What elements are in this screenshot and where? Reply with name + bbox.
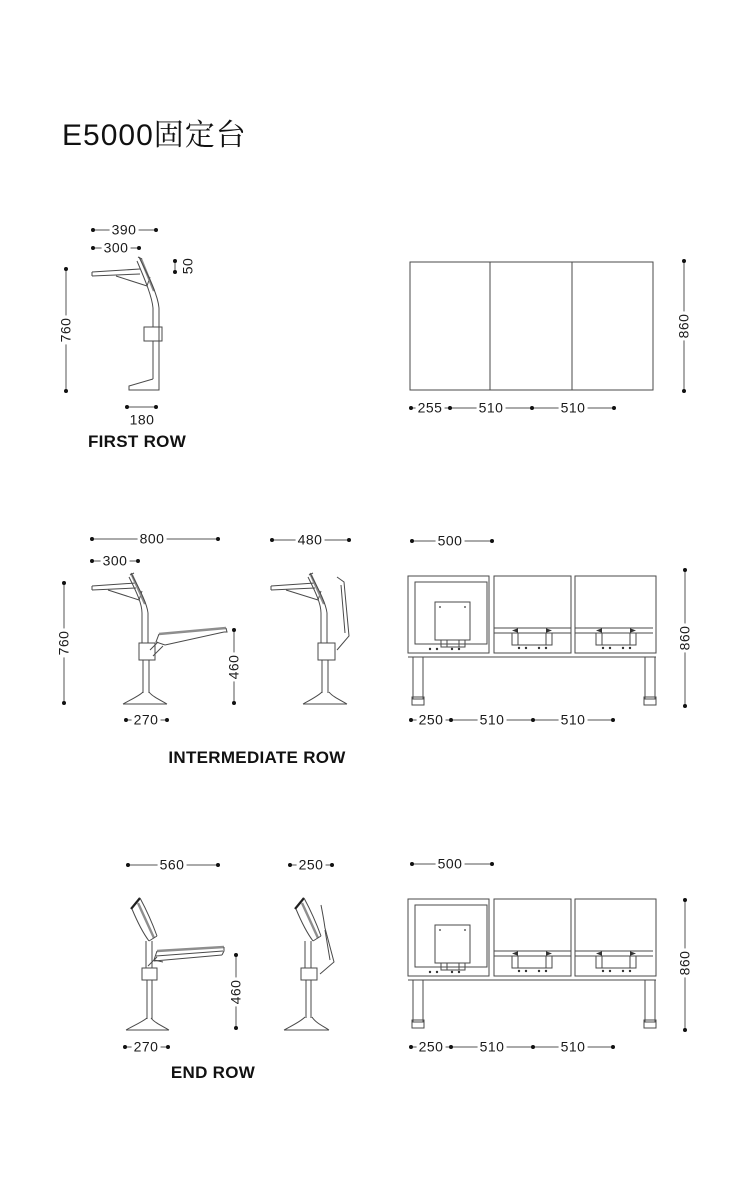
dim-int-height: 760 bbox=[55, 630, 72, 656]
dim-end-unit-width: 500 bbox=[437, 855, 463, 872]
dim-int-front-end-seg: 250 bbox=[418, 711, 444, 728]
dim-end-overall-depth: 560 bbox=[159, 856, 185, 873]
dim-int-unit-width: 500 bbox=[437, 532, 463, 549]
dim-int-front-seg3: 510 bbox=[560, 711, 586, 728]
dim-end-foot-width: 270 bbox=[133, 1038, 159, 1055]
dim-first-height: 760 bbox=[57, 317, 74, 343]
dim-end-front-end-seg: 250 bbox=[418, 1038, 444, 1055]
first-row-label: FIRST ROW bbox=[87, 432, 187, 451]
dim-first-panel-height: 50 bbox=[179, 257, 196, 275]
first-row-top-drawing bbox=[409, 259, 686, 410]
dim-first-foot-depth: 180 bbox=[129, 411, 155, 428]
dim-first-top-seg2: 510 bbox=[478, 399, 504, 416]
dim-int-desk-depth: 300 bbox=[102, 552, 128, 569]
intermediate-front-drawing bbox=[408, 539, 687, 722]
dim-end-seat-height: 460 bbox=[227, 979, 244, 1005]
dim-int-foot-width: 270 bbox=[133, 711, 159, 728]
end-row-folded-drawing bbox=[284, 863, 334, 1030]
end-row-label: END ROW bbox=[170, 1063, 256, 1082]
end-row-front-drawing bbox=[408, 862, 687, 1049]
dim-int-folded-depth: 480 bbox=[297, 531, 323, 548]
dim-first-desk-depth: 300 bbox=[103, 239, 129, 256]
dim-int-overall-depth: 800 bbox=[139, 530, 165, 547]
page-title: E5000固定台 bbox=[62, 119, 247, 152]
dim-first-overall-depth: 390 bbox=[111, 221, 137, 238]
intermediate-side-drawing bbox=[62, 537, 236, 722]
dim-int-seat-height: 460 bbox=[225, 654, 242, 680]
intermediate-row-label: INTERMEDIATE ROW bbox=[168, 748, 346, 767]
end-row-side-drawing bbox=[123, 863, 238, 1049]
dim-int-front-height: 860 bbox=[676, 625, 693, 651]
dim-end-front-seg3: 510 bbox=[560, 1038, 586, 1055]
dim-end-front-seg2: 510 bbox=[479, 1038, 505, 1055]
dim-first-top-depth: 860 bbox=[675, 313, 692, 339]
dim-int-front-seg2: 510 bbox=[479, 711, 505, 728]
dim-end-front-height: 860 bbox=[676, 950, 693, 976]
intermediate-folded-drawing bbox=[270, 538, 351, 704]
dim-first-top-end-seg: 255 bbox=[417, 399, 443, 416]
dim-first-top-seg3: 510 bbox=[560, 399, 586, 416]
dim-end-folded-depth: 250 bbox=[298, 856, 324, 873]
